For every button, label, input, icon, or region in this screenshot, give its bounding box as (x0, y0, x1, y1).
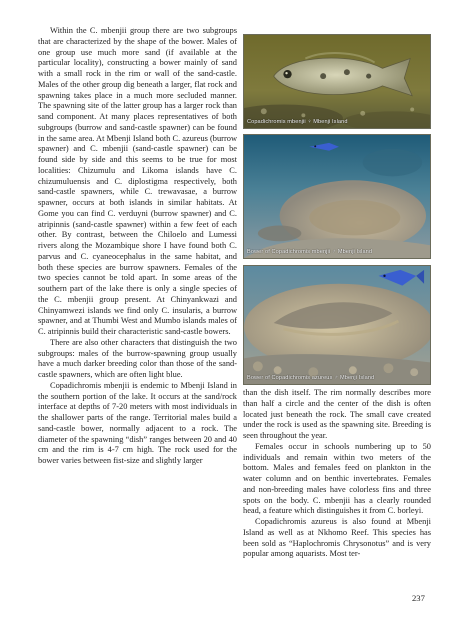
paragraph: Copadichromis azureus is also found at Mbenji Island as well as at Nkhomo Reef. This species has been sold as “Haplochromis Chrysonotus” and is very popular among aquarists. Most ter- (243, 517, 431, 559)
right-text-column (243, 388, 431, 560)
paragraph: Within the C. mbenjii group there are two subgroups that are characterized by the shape of the bower. Males of one group use much more sand (if available at the particular locality), constructing a bower mainly of sand with a small rock in the rim or wall of the sand-castle. Males of the other group dig beneath a larger, flat rock and spawning takes place in a much more secluded manner. The spawning site of the latter group has a larger rock than sand component. At many places representatives of both subgroups (burrow and sand-castle spawner) can be found in the same area. At Mbenji Island both C. azureus (burrow spawner) and C. mbenjii (sand-castle spawner) can be found side by side and this seems to be true for most localities: Chizumulu and Likoma islands have C. chizumuluensis and C. diplostigma respectively, both sand-castle spawners, while C. trewavasae, a burrow spawner, occurs at both islands in similar habitats. At Gome you can find C. verduyni (burrow spawner) and C. atripinnis (sand-castle spawner) within a few feet of each other. By contrast, between the Chiloelo and Lumessi rivers along the Mozambique shore I have found both C. parvus and C. cyaneocephalus in the same habitat, and both these species are burrow spawners. Females of the two species cannot be told apart. In some areas of the southern part of the lake there is only a single species of the C. mbenjii group present. At Chinyankwazi and Chinyamwezi islands we find only C. insularis, a burrow spawner, and at Thumbi West and Mumbo islands males of C. atripinnis build their characteristic sand-castle bowers. (38, 26, 237, 336)
paragraph: Females occur in schools numbering up to 50 individuals and remain within two meters of the bottom. Males and females feed on plankton in the water column and on benthic invertebrates. Females and non-breeding males have colorless fins and three spots on the body. C. mbenjii has a clearly rounded head, a feature which distinguishes it from C. borleyi. (243, 441, 431, 516)
fish-photo-image (244, 35, 430, 128)
left-text-column (38, 26, 237, 467)
paragraph: Copadichromis mbenjii is endemic to Mbenji Island in the southern portion of the lake. It occurs at the sand/rock interface at depths of 7-20 meters with most individuals in the shallower parts of the range. Territorial males build a sand-castle bower, normally adjacent to a rock. The diameter of the spawning “dish” ranges between 20 and 40 cm and the rim is 4-7 cm high. The rock used for the bower varies between fist-size and slightly larger (38, 380, 237, 465)
photo-caption: Bower of Copadichromis mbenjii ♂ Mbenji Island (247, 249, 373, 255)
paragraph: There are also other characters that distinguish the two subgroups: males of the burrow-spawning group usually have a much darker breeding color than those of the sand-castle spawners, which are often light blue. (38, 337, 237, 379)
bower-photo-image (244, 135, 430, 258)
bower-photo-image (244, 266, 430, 384)
paragraph: than the dish itself. The rim normally describes more than half a circle and the center of the dish is often located just beneath the rock. The small cave created under the rock is used as the spawning site. Breeding is seen throughout the year. (243, 388, 431, 440)
photo-fish-female (243, 34, 431, 129)
photo-caption: Bower of Copadichromis azureus ♂ Mbenji Island (247, 375, 375, 381)
photo-bower-mbenjii (243, 134, 431, 259)
photo-caption: Copadichromis mbenjii ♀ Mbenji Island (247, 119, 348, 125)
page-number: 237 (412, 593, 425, 603)
photo-bower-azureus (243, 265, 431, 385)
